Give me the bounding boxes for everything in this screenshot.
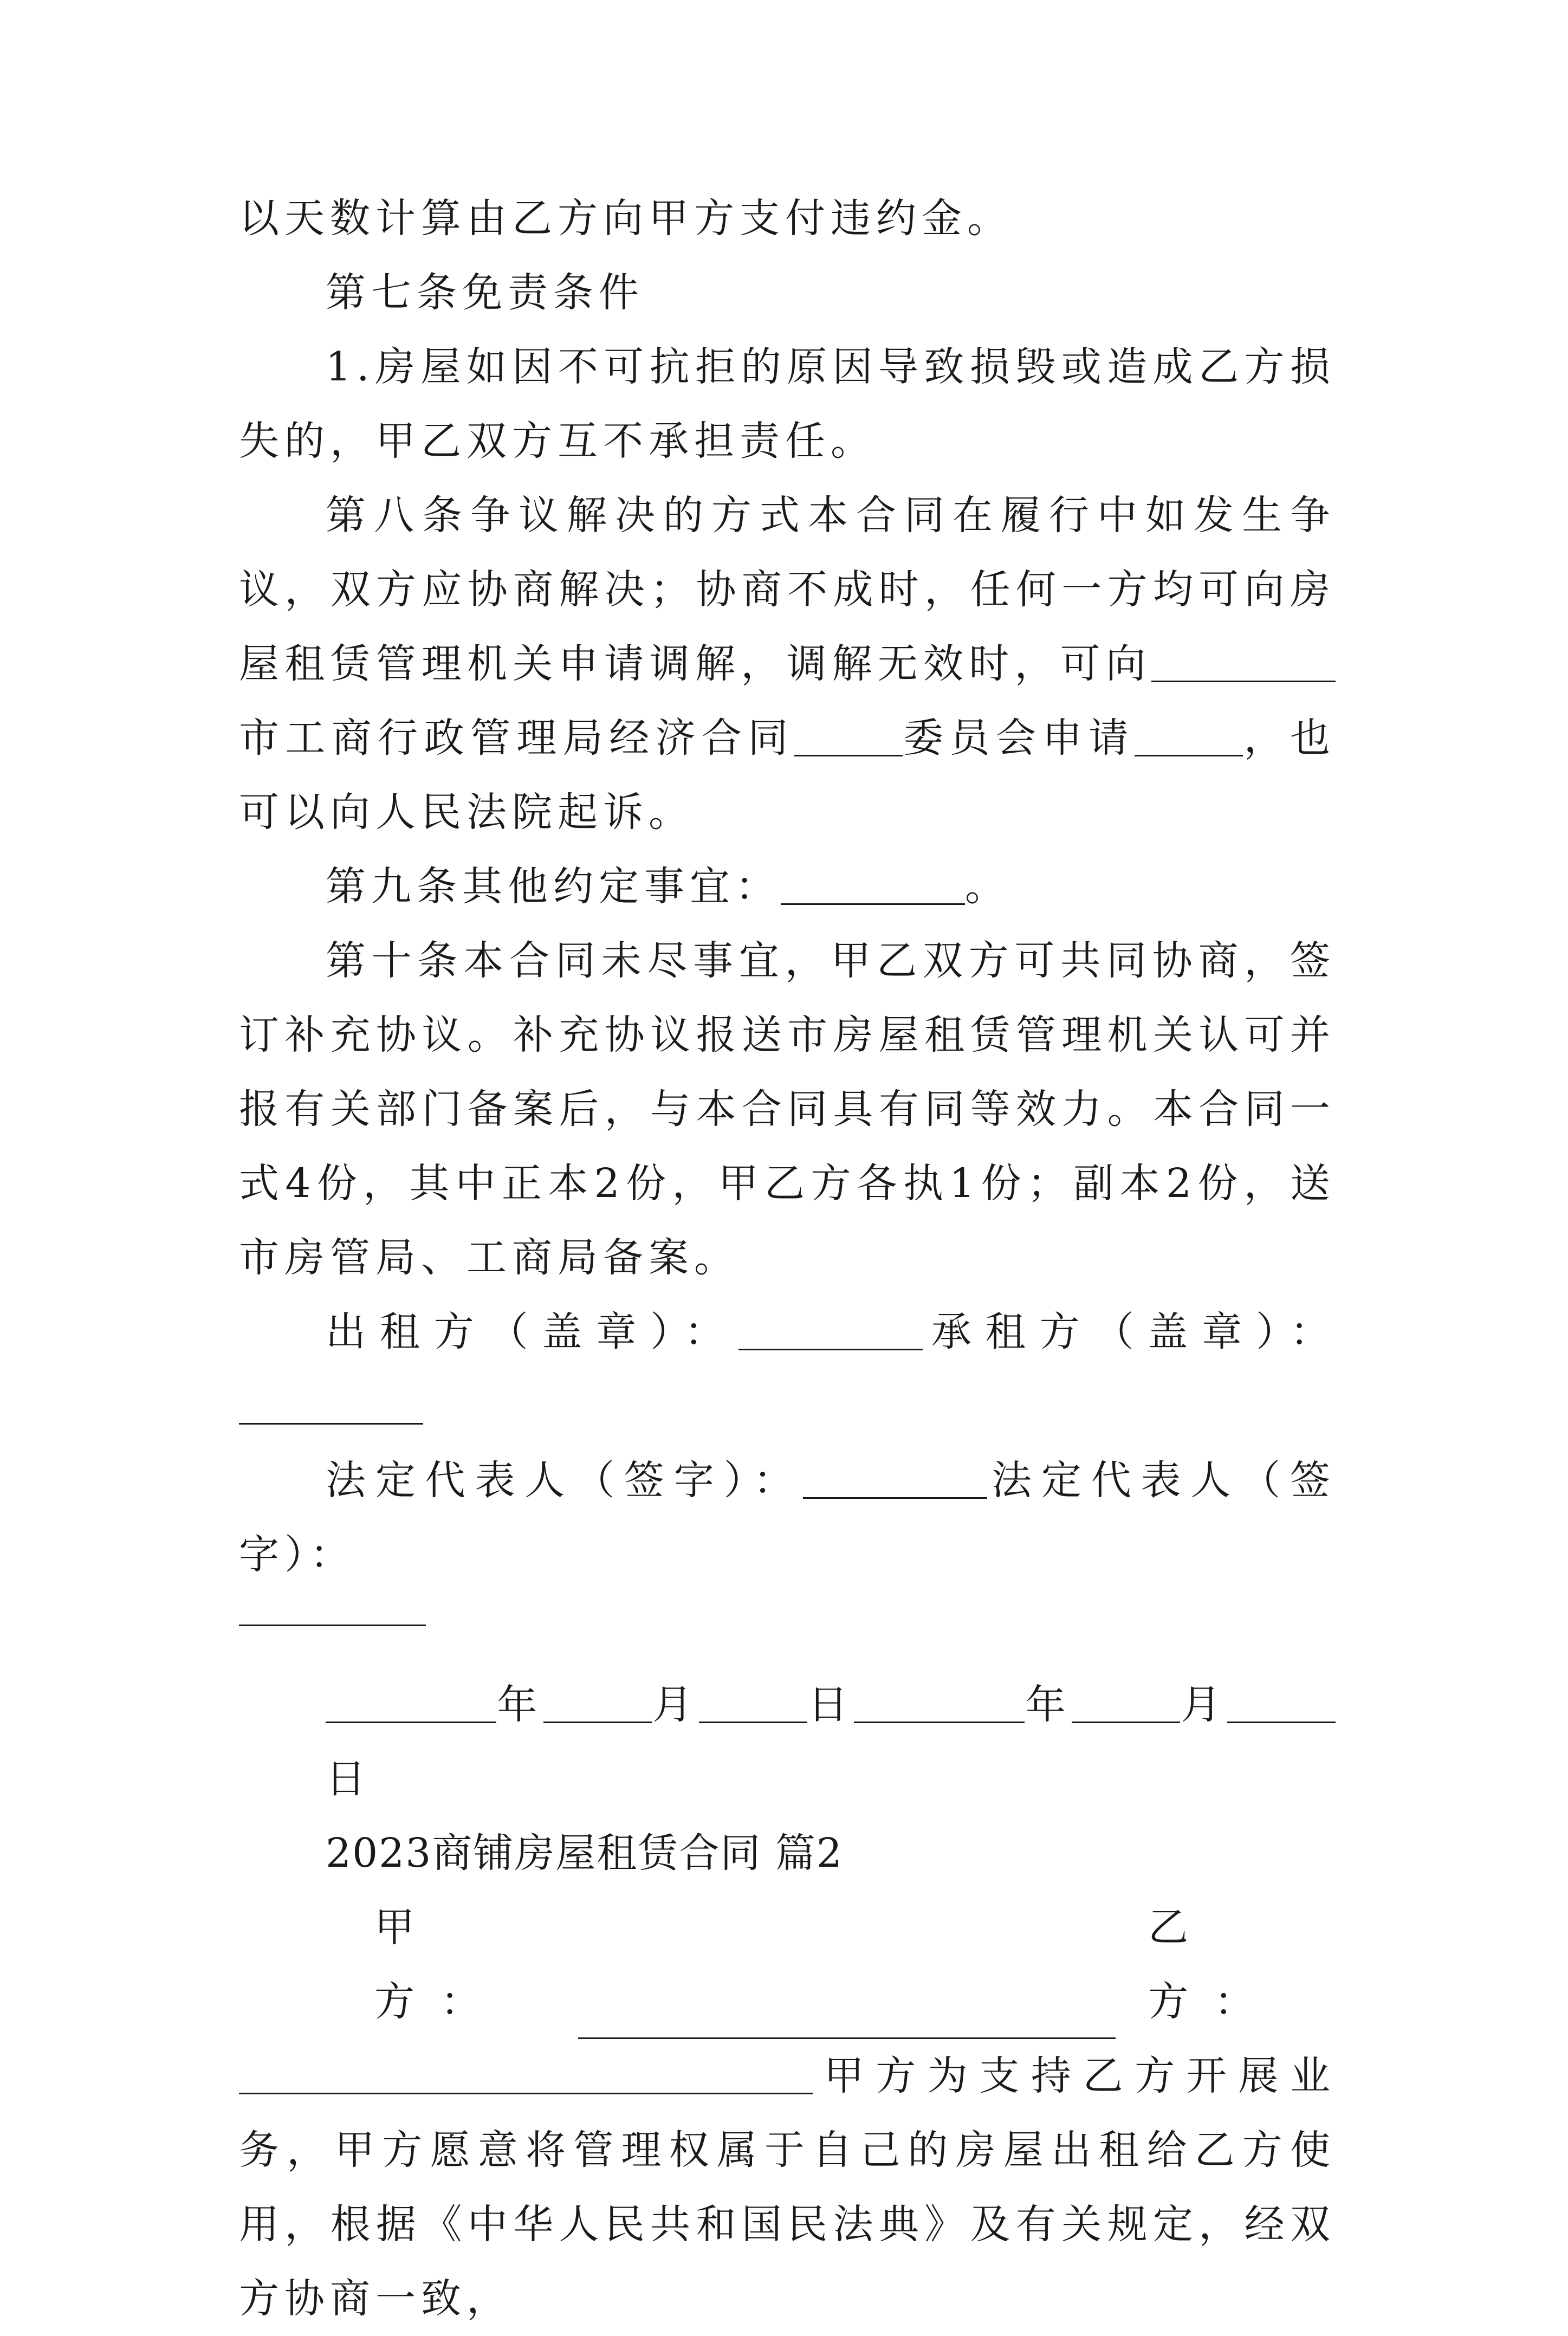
text: 日 (807, 1681, 854, 1728)
blank-lessee-seal (239, 1387, 423, 1425)
signature-seal-row (239, 1295, 1336, 1444)
party-row (239, 1891, 1336, 2039)
party-b-label: 乙方： (1148, 1904, 1281, 2025)
blank-month-2 (1072, 1685, 1180, 1723)
text: 1.房屋如因不可抗拒的原因导致损毁或造成乙方损失的，甲乙双方互不承担责任。 (239, 344, 1336, 464)
text: 2023商铺房屋租赁合同 篇2 (326, 1830, 843, 1876)
blank-year-2 (854, 1685, 1025, 1723)
paragraph-intro-2 (239, 2039, 1336, 2336)
text: 第八条争议解决的方式本合同在履行中如发生争议，双方应协商解决；协商不成时，任何一方均可向房屋租赁管理机关申请调解，调解无效时，可向 (239, 492, 1336, 687)
party-a-label: 甲方： (374, 1904, 507, 2025)
text: 市工商行政管理局经济合同 (239, 715, 794, 761)
blank-year-1 (326, 1685, 496, 1723)
text: 甲方为支持乙方开展业务，甲方愿意将管理权属于自己的房屋出租给乙方使用，根据《中华人民共和国民法典》及有关规定，经双方协商一致， (239, 2053, 1336, 2322)
heading-article-7 (239, 256, 1336, 330)
section-title-2 (239, 1816, 1336, 1891)
text: 年 (496, 1681, 543, 1728)
blank-party-b (239, 2056, 813, 2094)
text: 第十条本合同未尽事宜，甲乙双方可共同协商，签订补充协议。补充协议报送市房屋租赁管理机关认可并报有关部门备案后，与本合同具有同等效力。本合同一式4份，其中正本2份，甲乙方各执1份；副本2份，送市房管局、工商局备案。 (239, 937, 1336, 1281)
text: 委员会申请 (902, 715, 1135, 761)
text: 出租方（盖章）： (326, 1309, 738, 1355)
blank-city (1151, 644, 1336, 682)
date-row (239, 1668, 1336, 1816)
text: 法定代表人（签字）： (239, 1457, 1336, 1578)
blank-day-2 (1227, 1685, 1336, 1723)
text: 法定代表人（签字）： (326, 1457, 804, 1504)
text: 。 (965, 863, 1010, 910)
paragraph-article-8 (239, 478, 1336, 850)
blank-lessor-rep (803, 1461, 987, 1499)
paragraph-exemption-1 (239, 330, 1336, 478)
text: 日 (326, 1756, 371, 1802)
blank-party-a (578, 2001, 1116, 2039)
paragraph-article-9 (239, 850, 1336, 924)
text: 年 (1025, 1681, 1072, 1728)
blank-lessee-rep (239, 1592, 426, 1626)
blank-other-matters (781, 867, 965, 905)
blank-application (1135, 719, 1243, 756)
text: ，也可以向人民法院起诉。 (239, 715, 1336, 836)
blank-month-1 (543, 1685, 652, 1723)
blank-day-1 (699, 1685, 807, 1723)
paragraph-penalty-tail (239, 182, 1336, 256)
text: 月 (651, 1681, 699, 1728)
blank-lessor-seal (738, 1312, 923, 1350)
text: 月 (1180, 1681, 1228, 1728)
document-body (239, 182, 1336, 2336)
blank-committee (794, 719, 903, 756)
paragraph-article-10 (239, 924, 1336, 1295)
text: 第九条其他约定事宜： (326, 863, 781, 910)
text: 第七条免责条件 (326, 269, 644, 316)
signature-rep-row (239, 1444, 1336, 1592)
text: 承租方（盖章）： (923, 1309, 1336, 1355)
text: 以天数计算由乙方向甲方支付违约金。 (239, 195, 1013, 242)
